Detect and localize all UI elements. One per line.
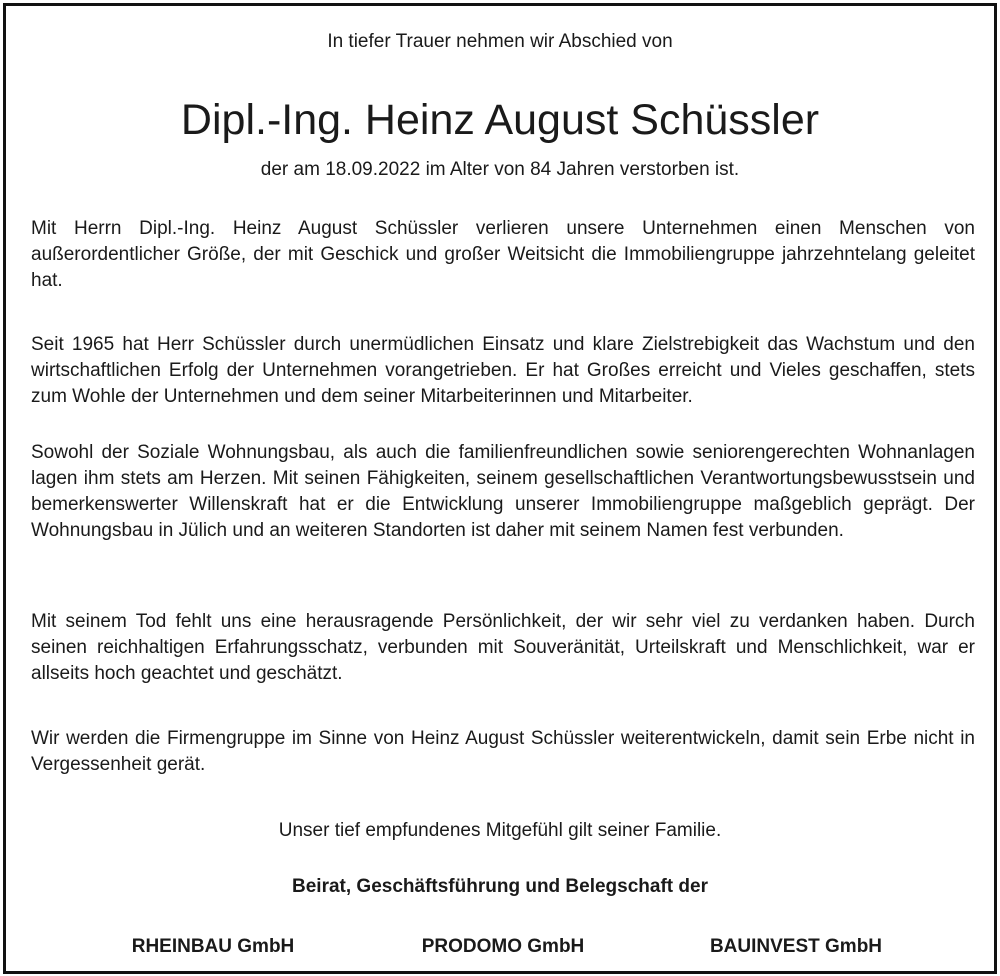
paragraph-4: Mit seinem Tod fehlt uns eine herausragende Persönlichkeit, der wir sehr viel zu verdanken haben. Durch seinen reichhaltigen Erfahrungsschatz, verbunden mit Souveränität, Urteilskraft und Menschlichkeit, war er allseits hoch geachtet und geschätzt. <box>31 611 975 684</box>
signature-line: Beirat, Geschäftsführung und Belegschaft der <box>292 876 708 897</box>
obituary-frame <box>3 3 997 974</box>
sympathy-line: Unser tief empfundenes Mitgefühl gilt seiner Familie. <box>278 820 722 841</box>
death-date-line: der am 18.09.2022 im Alter von 84 Jahren verstorben ist. <box>260 159 740 180</box>
deceased-name: Dipl.-Ing. Heinz August Schüssler <box>180 96 820 144</box>
paragraph-1: Mit Herrn Dipl.-Ing. Heinz August Schüssler verlieren unsere Unternehmen einen Menschen von außerordentlicher Größe, der mit Geschick und großer Weitsicht die Immobiliengruppe jahrzehntelang geleitet hat. <box>31 218 975 291</box>
paragraph-3: Sowohl der Soziale Wohnungsbau, als auch die familienfreundlichen sowie seniorengerechten Wohnanlagen lagen ihm stets am Herzen. Mit seinen Fähigkeiten, seinem gesellschaftlichen Verantwortungsbewusstsein und bemerkenswerter Willenskraft hat er die Entwicklung unserer Immobiliengruppe maßgeblich geprägt. Der Wohnungsbau in Jülich und an weiteren Standorten ist daher mit seinem Namen fest verbunden. <box>31 442 975 541</box>
company-prodomo: PRODOMO GmbH <box>421 936 585 957</box>
paragraph-5: Wir werden die Firmengruppe im Sinne von Heinz August Schüssler weiterentwickeln, damit sein Erbe nicht in Vergessenheit gerät. <box>31 728 975 775</box>
intro-text: In tiefer Trauer nehmen wir Abschied von <box>327 31 673 52</box>
company-rheinbau: RHEINBAU GmbH <box>131 936 295 957</box>
company-bauinvest: BAUINVEST GmbH <box>709 936 883 957</box>
paragraph-2: Seit 1965 hat Herr Schüssler durch unermüdlichen Einsatz und klare Zielstrebigkeit das Wachstum und den wirtschaftlichen Erfolg der Unternehmen vorangetrieben. Er hat Großes erreicht und Vieles geschaffen, stets zum Wohle der Unternehmen und dem seiner Mitarbeiterinnen und Mitarbeiter. <box>31 334 975 407</box>
